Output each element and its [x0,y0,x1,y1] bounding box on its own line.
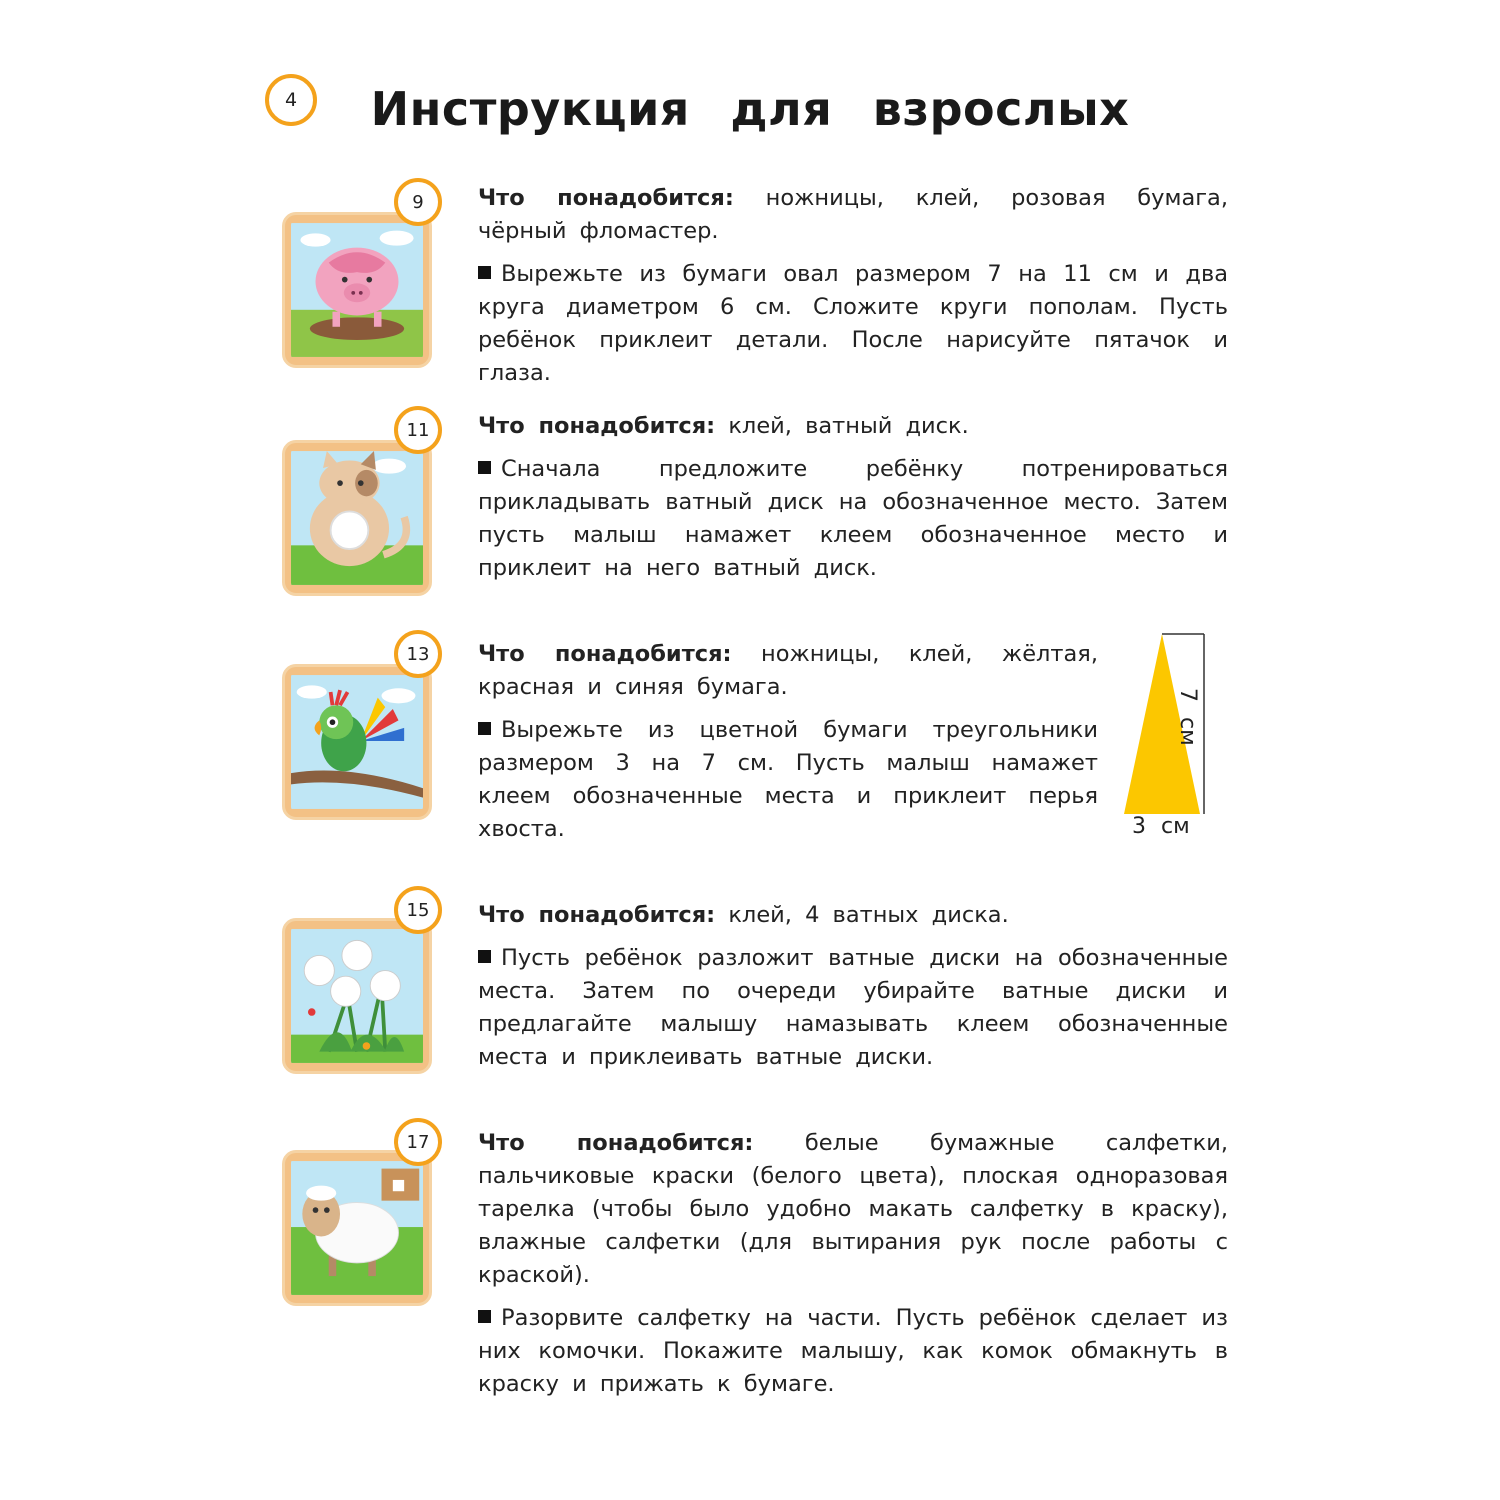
needs-label: Что понадобится: [478,641,732,667]
bullet-square-icon [478,266,491,279]
needs-label: Что понадобится: [478,1130,754,1156]
needs-label: Что понадобится: [478,185,734,211]
dandelion-illustration [291,927,423,1065]
page-ref-badge: 11 [394,406,442,454]
needs-label: Что понадобится: [478,902,716,928]
triangle-base-label: 3 см [1132,814,1190,839]
dandelion-picture [282,918,432,1074]
pig-illustration [291,221,423,359]
instruction-text: Вырежьте из цветной бумаги треугольники размером 3 на 7 см. Пусть малыш намажет клеем обозначенные места и приклеит перья хвоста. [478,717,1098,842]
page-title: Инструкция для взрослых [370,82,1130,136]
bullet-square-icon [478,950,491,963]
bullet-square-icon [478,722,491,735]
page-number: 4 [265,74,317,126]
page-ref-badge: 15 [394,886,442,934]
instruction-text: Пусть ребёнок разложит ватные диски на обозначенные места. Затем по очереди убирайте ватные диски и предлагайте малышу намазывать клеем обозначенные места и приклеивать ватные диски. [478,945,1228,1070]
page-ref-badge: 17 [394,1118,442,1166]
needs-text: клей, 4 ватных диска. [728,902,1009,928]
bullet-square-icon [478,461,491,474]
pig-picture [282,212,432,368]
instruction-text: Вырежьте из бумаги овал размером 7 на 11 см и два круга диаметром 6 см. Сложите круги пополам. Пусть ребёнок приклеит детали. После нарисуйте пятачок и глаза. [478,261,1228,386]
needs-text: клей, ватный диск. [728,413,969,439]
section-text [478,638,1098,856]
sheep-picture [282,1150,432,1306]
instruction-text: Разорвите салфетку на части. Пусть ребёнок сделает из них комочки. Покажите малышу, как комок обмакнуть в краску и прижать к бумаге. [478,1305,1228,1397]
page-ref-badge: 9 [394,178,442,226]
sheep-illustration [291,1159,423,1297]
section-text [478,410,1228,595]
instruction-text: Сначала предложите ребёнку потренироваться прикладывать ватный диск на обозначенное место. Затем пусть малыш намажет клеем обозначенное место и приклеит на него ватный диск. [478,456,1228,581]
needs-text: белые бумажные салфетки, пальчиковые краски (белого цвета), плоская одноразовая тарелка (чтобы было удобно макать салфетку в краску), влажные салфетки (для вытирания рук после работы с краской). [478,1130,1228,1288]
section-text [478,1127,1228,1411]
parrot-illustration [291,673,423,811]
section-text [478,182,1228,400]
needs-text: ножницы, клей, розовая бумага, чёрный фломастер. [478,185,1228,244]
cat-picture [282,440,432,596]
needs-text: ножницы, клей, жёлтая, красная и синяя бумага. [478,641,1098,700]
needs-label: Что понадобится: [478,413,716,439]
page-ref-badge: 13 [394,630,442,678]
section-text [478,899,1228,1084]
parrot-picture [282,664,432,820]
bullet-square-icon [478,1310,491,1323]
cat-illustration [291,449,423,587]
triangle-height-label: 7 см [1175,688,1200,746]
